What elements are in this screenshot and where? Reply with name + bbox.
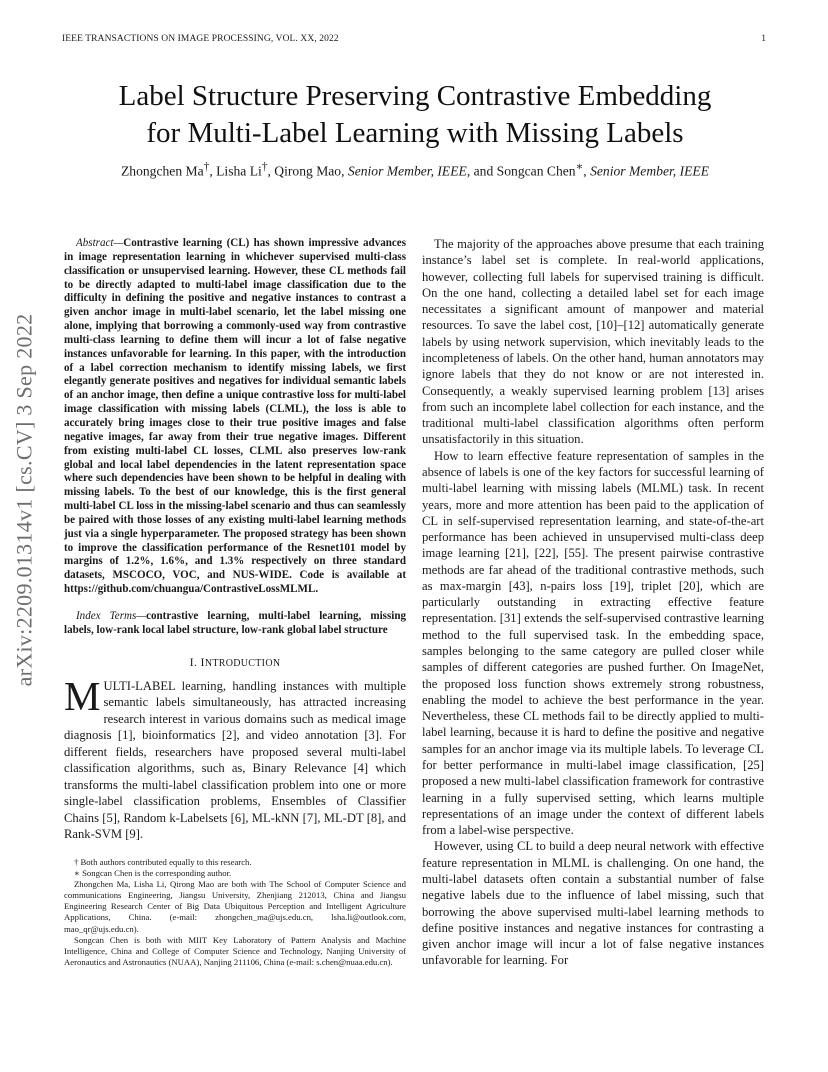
equal-contribution-mark: † (203, 161, 210, 173)
title-line-2: for Multi-Label Learning with Missing Labels (146, 117, 684, 149)
index-terms-heading: Index Terms— (76, 609, 147, 622)
title-line-1: Label Structure Preserving Contrastive Embedding (118, 80, 712, 112)
footnote-corresponding-author: ∗ Songcan Chen is the corresponding author. (74, 867, 232, 878)
author-3-role: Senior Member, IEEE, (347, 163, 471, 179)
section-title-initial: I (200, 654, 205, 669)
body-paragraph-3: However, using CL to build a deep neural network with effective feature representation in MLML is challenging. On one hand, the multi-label datasets often contain a substantial number of false negative labels due to the influence of label missing, such that borrowing the above supervised multi-label learning methods to define positive instances and negative instances for contrasting a given anchor image will incur a lot of false negative instances unfavorable for learning. For (422, 839, 764, 968)
page-number: 1 (761, 34, 766, 44)
footnote-affiliation-1: Zhongchen Ma, Lisha Li, Qirong Mao are both with The School of Computer Science and communications Engineering, Jiangsu University, Zhenjiang 212013, China and Jiangsu Engineering Research Center of Big Data Ubiquitous Perception and Intelligent Agriculture Applications, China. (e-mail: zhongchen_ma@ujs.edu.cn, lsha.li@outlook.com, mao_qr@ujs.edu.cn). (64, 878, 406, 934)
author-1: Zhongchen Ma (120, 163, 204, 179)
corresponding-author-mark: ∗ (575, 161, 584, 173)
abstract-heading: Abstract— (76, 237, 124, 249)
section-heading-introduction (64, 655, 406, 670)
section-title-rest: NTRODUCTION (204, 657, 281, 669)
arxiv-id: arXiv:2209.01314v1 [cs.CV] 3 Sep 2022 (11, 313, 36, 687)
author-2: Lisha Li (216, 163, 262, 179)
introduction-text: ULTI-LABEL learning, handling instances with multiple semantic labels simultaneously, has attracted increasing research interest in various domains such as medical image diagnosis [1], bioinformatics [2], and video annotation [3]. For different fields, researchers have proposed several multi-label classification algorithms, such as, Binary Relevance [4] which transforms the multi-label classification problem into one or more single-label classification problems, Ensembles of Classifier Chains [5], Random k-Labelsets [6], ML-kNN [7], ML-DT [8], and Rank-SVM [9]. (64, 678, 406, 842)
arxiv-watermark (10, 295, 38, 705)
index-terms (64, 610, 406, 638)
introduction-paragraph (64, 672, 406, 843)
section-number: I. (189, 654, 198, 669)
left-column (64, 237, 406, 968)
equal-contribution-mark: † (261, 161, 268, 173)
drop-cap: M (64, 672, 101, 719)
abstract (64, 237, 406, 597)
body-paragraph-1: The majority of the approaches above presume that each training instance’s label set is complete. In real-world applications, however, collecting full labels for supervised training is difficult. On the one hand, collecting a detailed label set for each image necessitates a significant amount of manpower and material resources. To save the label cost, [10]–[12] automatically generate labels by using network supervision, which inevitably leads to the incompleteness of labels. On the other hand, human annotators may ignore labels that they do not know or are not interested in. Consequently, a weakly supervised learning problem [13] arises from such an incomplete label collection for each instance, and the traditional multi-label classification algorithms often perform unsatisfactorily in this situation. (422, 237, 764, 447)
paper-title (50, 78, 780, 152)
index-terms-text: contrastive learning, multi-label learning, missing labels, low-rank local label structure, low-rank global label structure (64, 609, 406, 636)
body-paragraph-2: How to learn effective feature representation of samples in the absence of labels is one of the key factors for successful learning of multi-label learning with missing labels (MLML) task. In recent years, more and more attention has been paid to the application of CL in self-supervised representation learning, and state-of-the-art performance has been achieved in unsupervised multi-class deep image learning [21], [22], [55]. The present pairwise contrastive methods are far ahead of the traditional contrastive methods, such as max-margin [43], n-pairs loss [19], triplet [20], which are particularly outstanding in extracting effective feature representation. [31] extends the self-supervised contrastive learning method to the full supervised task. In the embedding space, samples belonging to the same category are pulled closer while samples of different categories are pushed further. On ImageNet, the proposed loss function shows extremely strong robustness, enabling the model to achieve the best performance in the year. Nevertheless, these CL methods fail to be directly applied to multi-label learning, because it is hard to define the positive and negative samples for an anchor image via its multiple labels. To leverage CL for better performance in multi-label image classification, [25] proposed a new multi-label classification framework for contrastive learning in a fully supervised setting, which learns multiple representations of an image under the context of different labels from a label-wise perspective. (422, 448, 764, 838)
author-3: Qirong Mao (274, 163, 342, 179)
footnotes (64, 857, 406, 969)
running-header: IEEE TRANSACTIONS ON IMAGE PROCESSING, VOL. XX, 2022 (62, 34, 339, 44)
author-4: Songcan Chen (496, 163, 576, 179)
right-column (422, 236, 764, 969)
author-conjunction: and (473, 163, 494, 179)
author-4-role: Senior Member, IEEE (590, 163, 710, 179)
abstract-text: Contrastive learning (CL) has shown impressive advances in image representation learning in whichever supervised multi-class classification or unsupervised learning. However, these CL methods fail to be directly adapted to multi-label image classification due to the difficulty in defining the positive and negative instances to contrast a given anchor image in multi-label scenario, let the label missing one alone, implying that borrowing a commonly-used way from contrastive multi-class learning to define them will incur a lot of false negative instances unfavorable for learning. In this paper, with the introduction of a label correction mechanism to identify missing labels, we first elegantly generate positives and negatives for individual semantic labels of an anchor image, then define a unique contrastive loss for multi-label image classification with missing labels (CLML), the loss is able to accurately bring images close to their true positive images and false negative images, far away from their true negative images. Different from existing multi-label CL losses, CLML also preserves low-rank global and local label dependencies in the latent representation space where such dependencies have been shown to be helpful in dealing with missing labels. To the best of our knowledge, this is the first general multi-label CL loss in the missing-label scenario and thus can seamlessly be paired with those losses of any existing multi-label learning methods just via a single hyperparameter. The proposed strategy has been shown to improve the classification performance of the Resnet101 model by margins of 1.2%, 1.6%, and 1.3% respectively on three standard datasets, MSCOCO, VOC, and NUS-WIDE. Code is available at https://github.com/chuangua/ContrastiveLossMLML. (64, 237, 406, 596)
footnote-equal-contribution: † Both authors contributed equally to this research. (74, 856, 252, 867)
author-list: Zhongchen Ma†, Lisha Li†, Qirong Mao, Senior Member, IEEE, and Songcan Chen∗, Senior Member, IEEE (120, 161, 710, 179)
footnote-affiliation-2: Songcan Chen is both with MIIT Key Laboratory of Pattern Analysis and Machine Intelligence, China and College of Computer Science and Technology, Nanjing University of Aeronautics and Astronautics (NUAA), Nanjing 211106, China (e-mail: s.chen@nuaa.edu.cn). (64, 934, 406, 968)
